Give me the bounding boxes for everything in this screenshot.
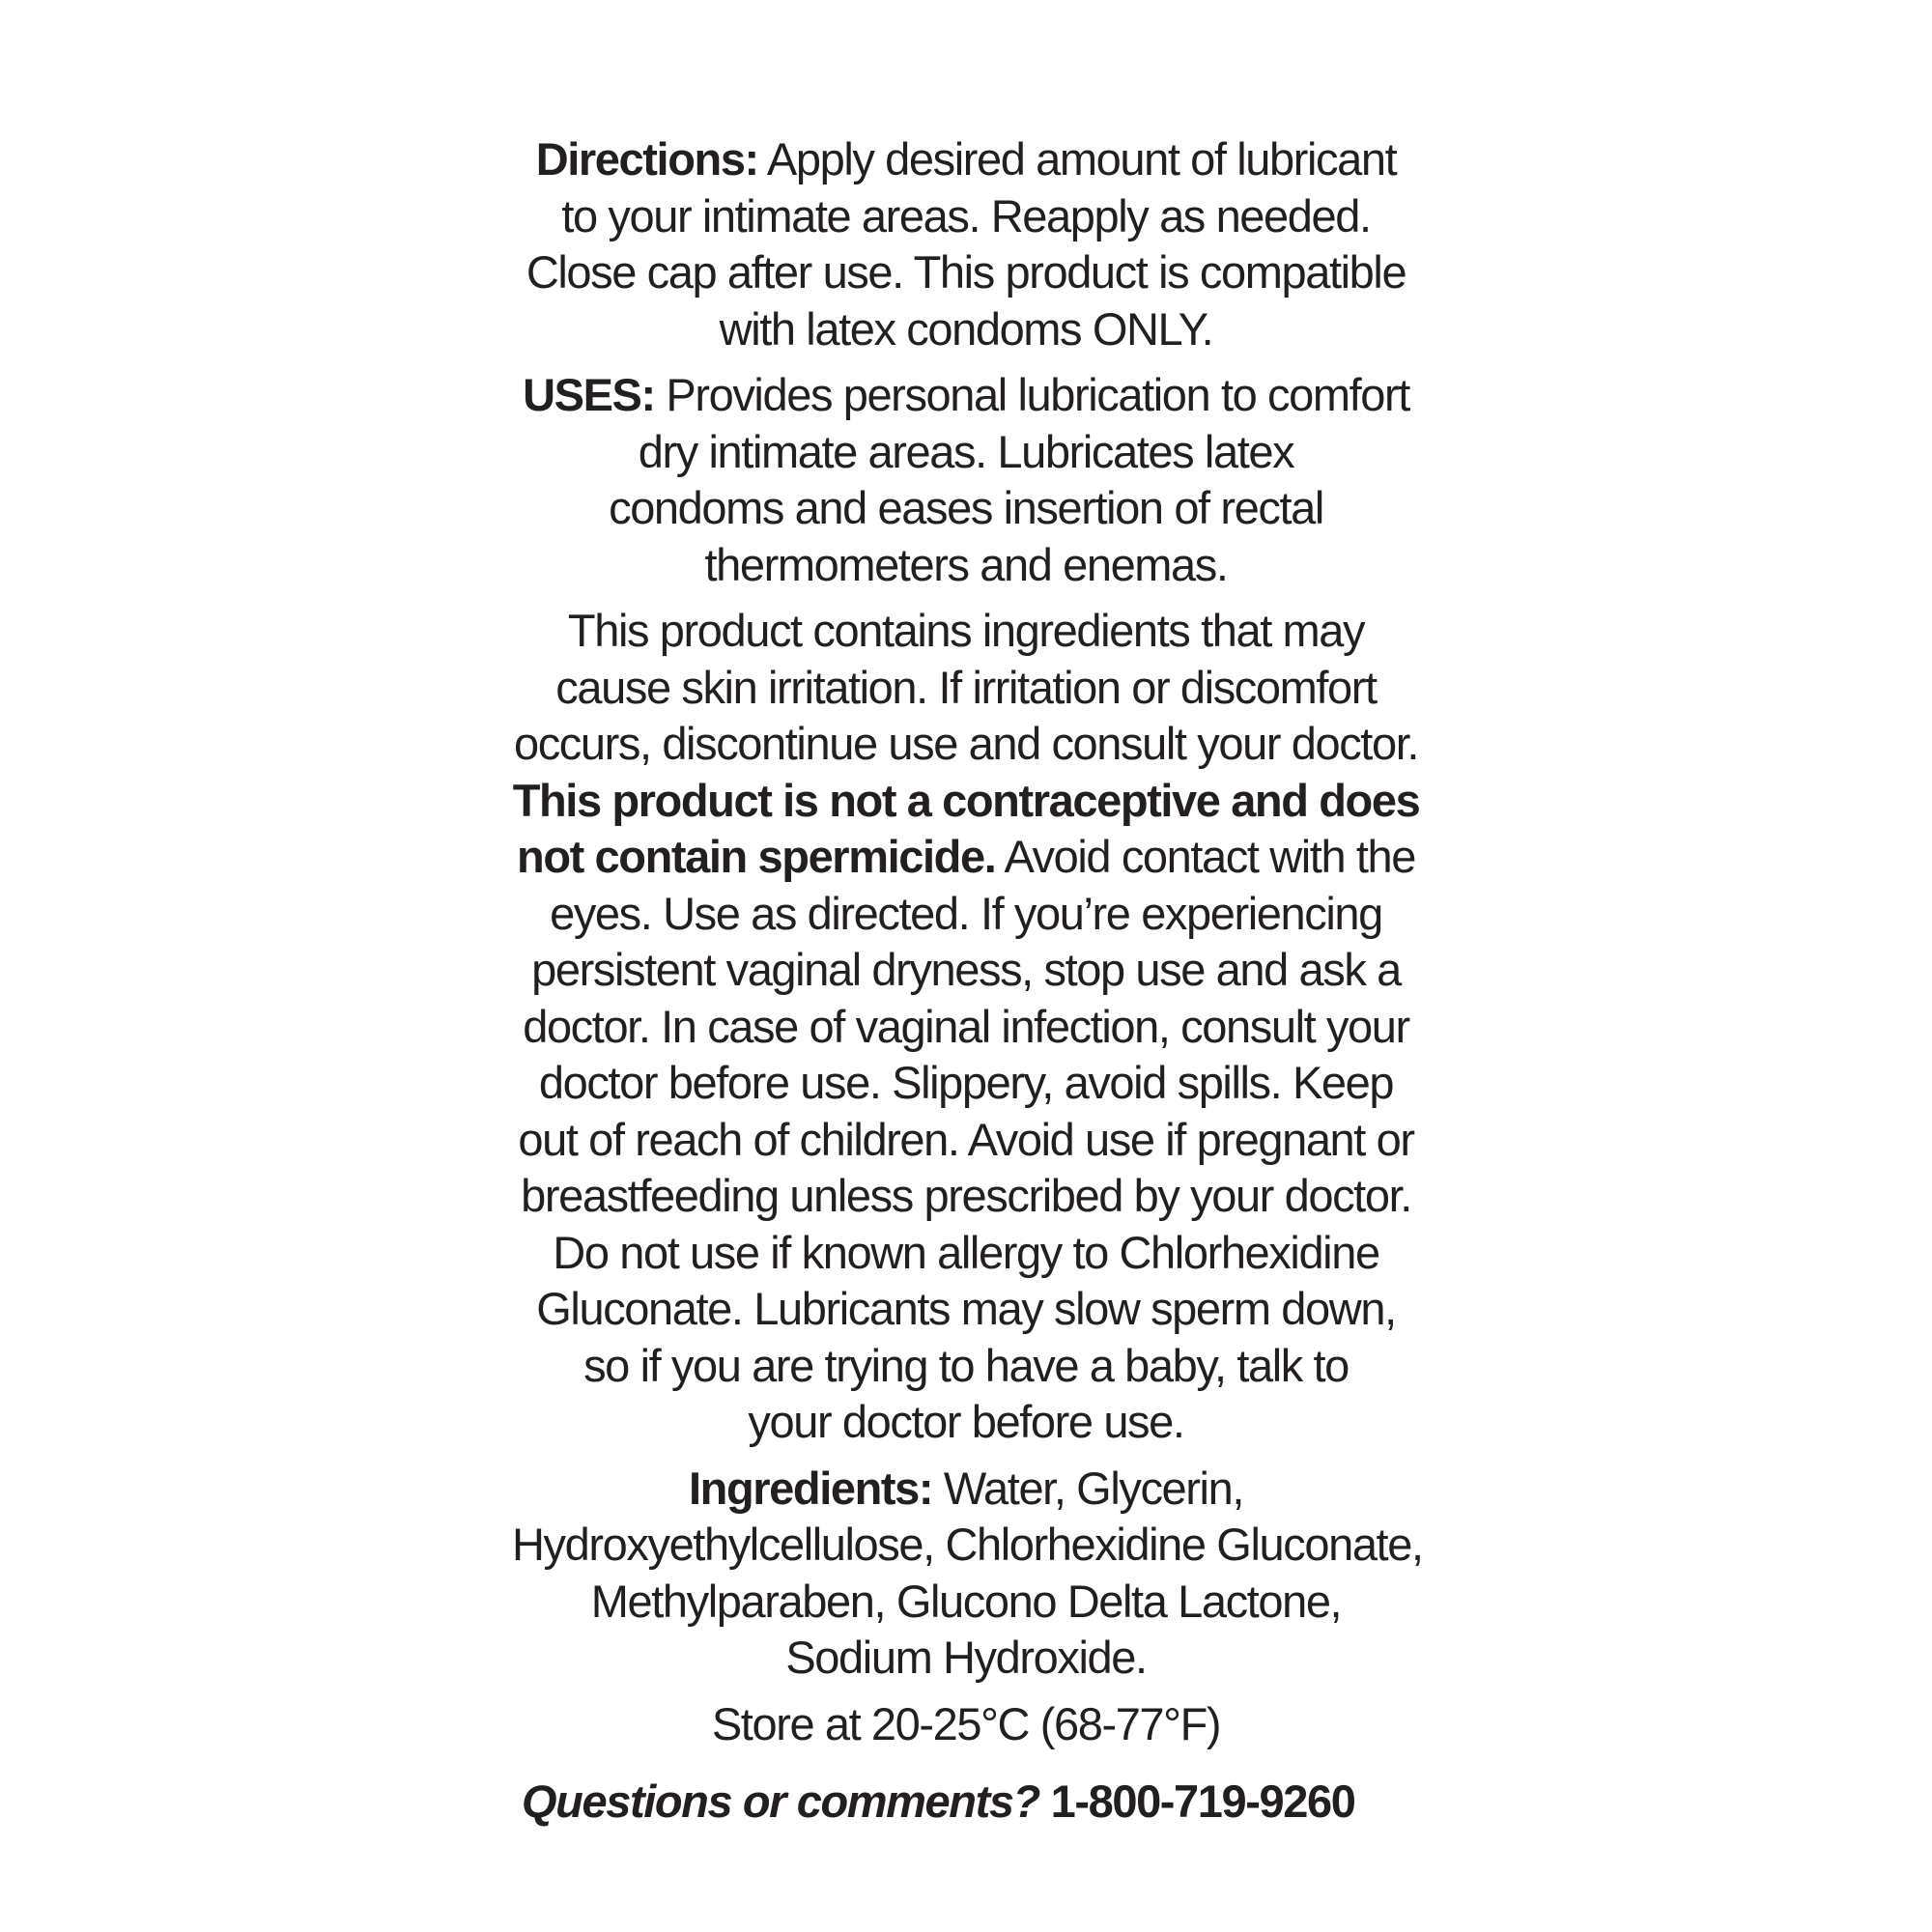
ingredients-section <box>512 1461 1423 1687</box>
storage-instructions: Store at 20-25°C (68-77°F) <box>711 1697 1221 1749</box>
warning-line: This product contains ingredients that may <box>567 605 1365 656</box>
warning-line: so if you are trying to have a baby, talk to <box>583 1339 1349 1391</box>
warning-line: doctor. In case of vaginal infection, consult your <box>523 1000 1409 1052</box>
directions-section <box>512 131 1420 357</box>
contraceptive-warning: This product is not a contraceptive and does <box>512 774 1420 826</box>
ingredients-heading: Ingredients: <box>688 1462 933 1514</box>
warning-line: your doctor before use. <box>748 1396 1184 1447</box>
warning-line: breastfeeding unless prescribed by your doctor. <box>521 1170 1411 1221</box>
warning-line: Gluconate. Lubricants may slow sperm down, <box>536 1283 1396 1334</box>
warning-line: not contain spermicide. Avoid contact with the <box>517 831 1415 882</box>
directions-line: Directions: Apply desired amount of lubricant <box>535 133 1397 185</box>
phone-number: 1-800-719-9260 <box>1050 1776 1355 1827</box>
warnings-section <box>512 603 1420 1451</box>
uses-line: dry intimate areas. Lubricates latex <box>638 425 1294 477</box>
warning-line: out of reach of children. Avoid use if pregnant or <box>518 1113 1414 1165</box>
uses-line: condoms and eases insertion of rectal <box>609 482 1323 533</box>
spermicide-warning: not contain spermicide. <box>517 831 996 882</box>
warning-line: cause skin irritation. If irritation or discomfort <box>555 661 1377 713</box>
ingredients-line: Sodium Hydroxide. <box>785 1632 1147 1683</box>
directions-line: to your intimate areas. Reapply as needed. <box>561 189 1371 242</box>
directions-line: with latex condoms ONLY. <box>719 302 1213 355</box>
ingredients-line: Ingredients: Water, Glycerin, <box>688 1462 1243 1514</box>
directions-heading: Directions: <box>535 133 758 185</box>
uses-line: thermometers and enemas. <box>704 538 1228 590</box>
uses-section <box>512 367 1420 593</box>
ingredients-line: Methylparaben, Glucono Delta Lactone, <box>590 1575 1342 1627</box>
questions-prompt: Questions or comments? <box>522 1776 1039 1827</box>
warning-line: doctor before use. Slippery, avoid spills. Keep <box>538 1057 1394 1108</box>
warning-line: persistent vaginal dryness, stop use and ask a <box>531 944 1401 995</box>
warning-line: eyes. Use as directed. If you’re experiencing <box>550 887 1382 939</box>
uses-line: USES: Provides personal lubrication to comfort <box>523 369 1409 420</box>
directions-line: Close cap after use. This product is compatible <box>526 246 1406 298</box>
product-label-text <box>512 131 1423 1831</box>
contact-line <box>512 1774 1420 1831</box>
warning-line: occurs, discontinue use and consult your doctor. <box>513 718 1419 769</box>
ingredients-line: Hydroxyethylcellulose, Chlorhexidine Gluconate, <box>512 1519 1423 1570</box>
warning-line: Do not use if known allergy to Chlorhexidine <box>553 1226 1379 1278</box>
uses-heading: USES: <box>523 369 655 420</box>
